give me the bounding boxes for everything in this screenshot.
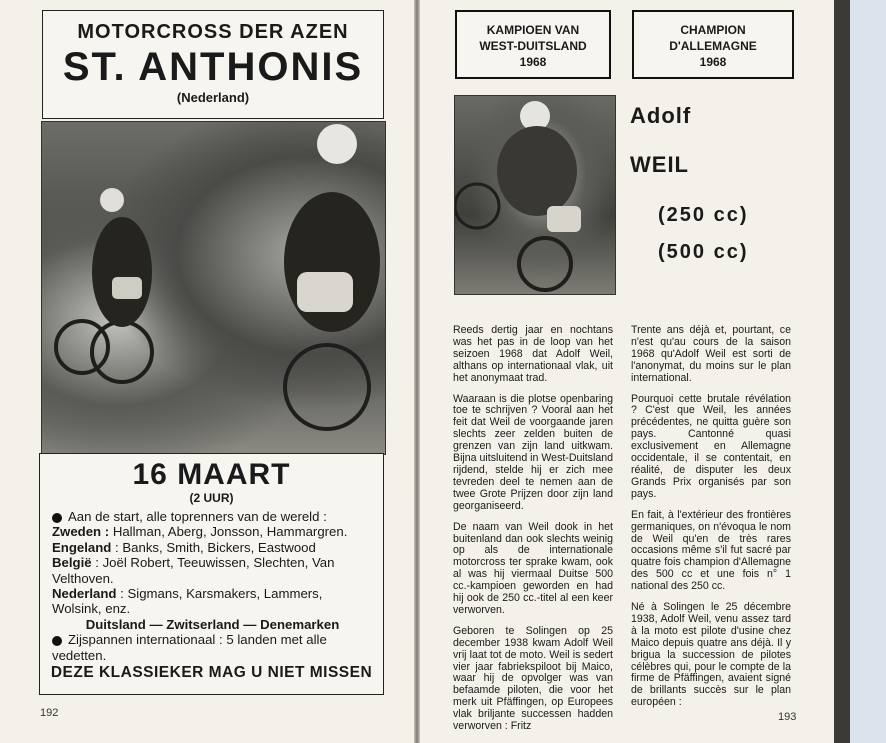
page-number-left: 192 [40,707,59,719]
champion-title-dutch: KAMPIOEN VAN WEST-DUITSLAND 1968 [455,10,611,79]
book-edge [834,0,850,743]
champion-title-french: CHAMPION D'ALLEMAGNE 1968 [632,10,794,79]
start-intro: Aan de start, alle toprenners van de wereld : [52,509,373,524]
rider-photo [454,95,616,295]
left-page [0,0,414,743]
paragraph: Waaraan is die plotse openbaring toe te schrijven ? Vooral aan het feit dat Weil de voorgaande jaren slechts zeer zelden buiten de grenzen van zijn land uitkwam. Bijna uitsluitend in West-Duitsland rijdend, stelde hij er zich mee tevreden deel te nemen aan de twee Grote Prijzen door zijn land georganiseerd. [453,392,613,512]
rider-class-500: (500 cc) [658,241,749,263]
sidecars-line: Zijspannen internationaal : 5 landen met alle vedetten. [52,632,327,663]
article-column-dutch [453,325,613,742]
paragraph: Geboren te Solingen op 25 december 1938 kwam Adolf Weil vrij laat tot de moto. Weil is sedert vier jaar fabriekspiloot bij Maico, waar hij de opvolger was van befaamde piloten, die voor het merk uit Pfäffingen, op Europees vlak briljante successen hadden verworven : Fritz [453,624,613,733]
paragraph: En fait, à l'extérieur des frontières germaniques, on n'évoqua le nom de Weil qu'en de très rares occasions même s'il fut sacré par quatre fois champion d'Allemagne des 500 cc et une fois n° 1 national des 250 cc. [631,508,791,593]
event-header-box [42,10,384,119]
event-duration: (2 UUR) [189,491,234,505]
riders-row: Nederland : Sigmans, Karsmakers, Lammers, Wolsink, enz. [52,586,323,617]
event-kicker: MOTORCROSS DER AZEN [77,21,349,43]
paragraph: Pourquoi cette brutale révélation ? C'est que Weil, les années précédentes, ne quitta guère son pays. Cantonné quasi exclusivement en Allemagne occidentale, il se contentait, en réalité, de disputer les deux Grands Prix organisés par son pays. [631,392,791,500]
riders-row: Zweden : Hallman, Aberg, Jonsson, Hammargren. [52,524,348,540]
paragraph: Reeds dertig jaar en nochtans was het pas in de loop van het seizoen 1968 dat Adolf Weil, althans op internationaal vlak, uit het anonymaat trad. [453,324,613,384]
paragraph: Né à Solingen le 25 décembre 1938, Adolf Weil, venu assez tard à la moto est pilote d'usine chez Maico depuis quatre ans déjà. Il y brigua la succession de pilotes célèbres qui, pour le compte de la firme de Pfäffingen, avaient signé de brillants succès sur le plan européen : [631,601,791,709]
motocross-photo-left [41,121,386,455]
event-title: ST. ANTHONIS [62,45,364,89]
bullet-icon [52,513,62,523]
riders-row: België : Joël Robert, Teeuwissen, Slechten, Van Velthoven. [52,555,335,586]
event-date: 16 MAART [132,458,291,491]
rider-class-250: (250 cc) [658,204,749,226]
event-footer: DEZE KLASSIEKER MAG U NIET MISSEN [50,664,373,681]
article-column-french [631,325,791,718]
paragraph: De naam van Weil dook in het buitenland dan ook slechts weinig op als de internationale motorcross ter sprake kwam, ook al was hij viermaal Duitse 500 cc.-kampioen geworden en had hij ook de 250 cc.-titel al een keer verworven. [453,520,613,616]
paragraph: Trente ans déjà et, pourtant, ce n'est qu'au cours de la saison 1968 qu'Adolf Weil est sorti de l'anonymat, du moins sur le plan international. [631,324,791,384]
rider-first-name: Adolf [630,103,692,128]
countries-line: Duitsland — Zwitserland — Denemarken [85,616,340,632]
riders-row: Engeland : Banks, Smith, Bickers, Eastwood [52,539,316,555]
event-country: (Nederland) [176,90,250,105]
background-edge [850,0,886,743]
page-number-right: 193 [778,711,797,723]
right-page [420,0,834,743]
bullet-icon [52,636,62,646]
event-details-box [39,453,384,695]
rider-last-name: WEIL [630,152,689,177]
